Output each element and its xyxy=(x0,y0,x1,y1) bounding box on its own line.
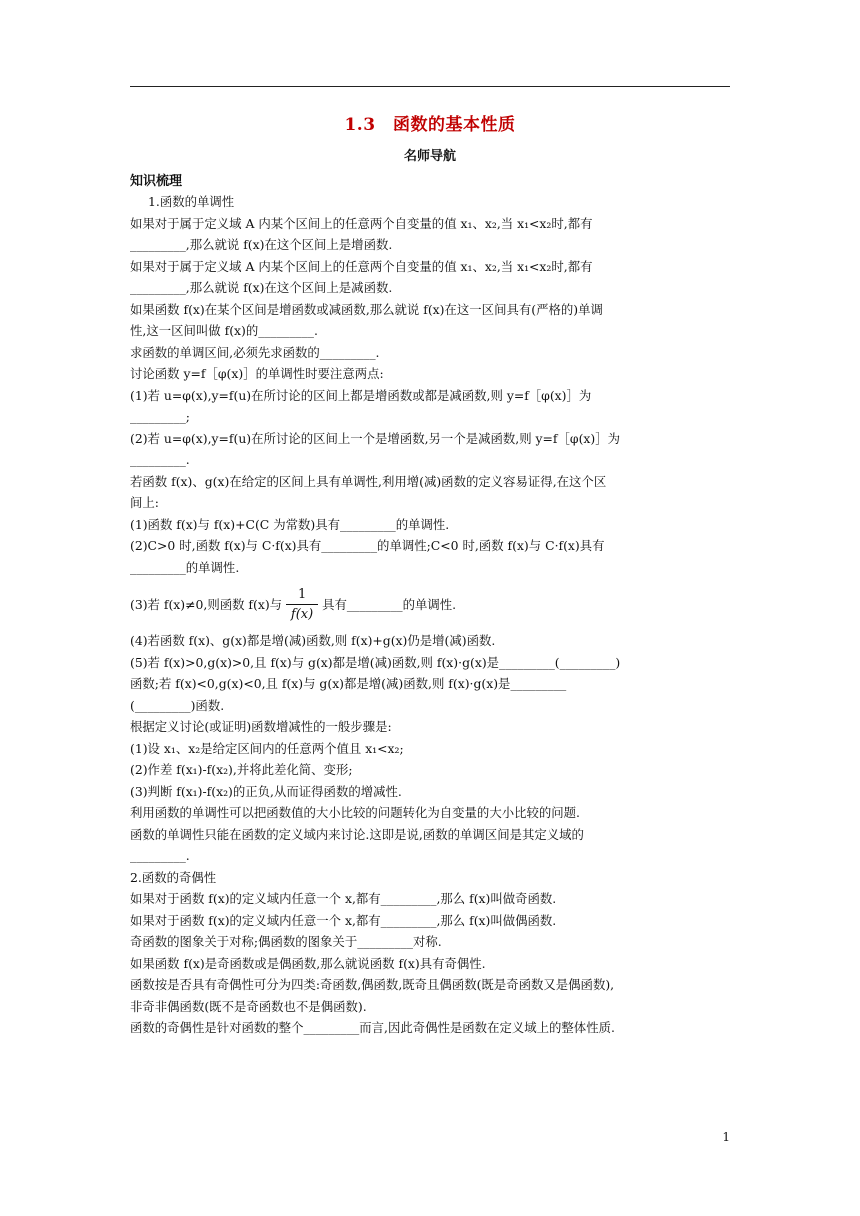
fraction-line-after: 具有_________的单调性. xyxy=(322,597,457,612)
text-line: 求函数的单调区间,必须先求函数的_________. xyxy=(130,344,380,360)
page-number: 1 xyxy=(722,1130,730,1144)
header-rule xyxy=(130,86,730,87)
heading-monotonicity: 1.函数的单调性 xyxy=(148,194,235,209)
monotonicity-block-a xyxy=(130,213,730,579)
text-line: (_________)函数. xyxy=(130,697,225,713)
text-line: (2)若 u=φ(x),y=f(u)在所讨论的区间上一个是增函数,另一个是减函数,则 y=f［φ(x)］为 xyxy=(130,430,621,446)
text-line: 函数按是否具有奇偶性可分为四类:奇函数,偶函数,既奇且偶函数(既是奇函数又是偶函数), xyxy=(130,977,615,992)
text-line: (3)判断 f(x₁)-f(x₂)的正负,从而证得函数的增减性. xyxy=(130,783,402,799)
text-line: 如果对于函数 f(x)的定义域内任意一个 x,都有_________,那么 f(x)叫做偶函数. xyxy=(130,912,557,928)
text-line: 函数的奇偶性是针对函数的整个_________而言,因此奇偶性是函数在定义域上的整体性质. xyxy=(130,1020,615,1035)
text-line: 如果对于函数 f(x)的定义域内任意一个 x,都有_________,那么 f(x)叫做奇函数. xyxy=(130,891,557,906)
text-line: 函数的单调性只能在函数的定义域内来讨论.这即是说,函数的单调区间是其定义域的 xyxy=(130,826,584,842)
fraction-denominator: f(x) xyxy=(290,606,314,622)
text-line: 如果对于属于定义域 A 内某个区间上的任意两个自变量的值 x₁、x₂,当 x₁<x₂时,都有 xyxy=(130,215,593,231)
text-line: 如果函数 f(x)在某个区间是增函数或减函数,那么就说 f(x)在这一区间具有(严格的)单调 xyxy=(130,301,603,317)
text-line: _________; xyxy=(130,409,190,424)
heading-parity: 2.函数的奇偶性 xyxy=(130,869,217,885)
text-line: 若函数 f(x)、g(x)在给定的区间上具有单调性,利用增(减)函数的定义容易证得,在这个区 xyxy=(130,473,607,489)
page-subtitle: 名师导航 xyxy=(403,149,456,164)
text-line: (2)C>0 时,函数 f(x)与 C·f(x)具有_________的单调性;C<0 时,函数 f(x)与 C·f(x)具有 xyxy=(130,538,605,553)
fraction xyxy=(286,587,318,622)
fraction-line-before: (3)若 f(x)≠0,则函数 f(x)与 xyxy=(130,597,283,612)
text-line: (2)作差 f(x₁)-f(x₂),并将此差化简、变形; xyxy=(130,762,353,777)
text-line: (1)设 x₁、x₂是给定区间内的任意两个值且 x₁<x₂; xyxy=(130,740,404,756)
text-line: _________的单调性. xyxy=(130,559,240,575)
text-line: 如果函数 f(x)是奇函数或是偶函数,那么就说函数 f(x)具有奇偶性. xyxy=(130,955,486,971)
section-heading: 知识梳理 xyxy=(130,174,183,189)
document-body xyxy=(130,110,730,1039)
text-line: (4)若函数 f(x)、g(x)都是增(减)函数,则 f(x)+g(x)仍是增(减)函数. xyxy=(130,633,496,648)
text-line: 根据定义讨论(或证明)函数增减性的一般步骤是: xyxy=(130,719,392,734)
text-line: _________,那么就说 f(x)在这个区间上是增函数. xyxy=(130,237,393,252)
text-line: 讨论函数 y=f［φ(x)］的单调性时要注意两点: xyxy=(130,366,384,381)
text-line: 非奇非偶函数(既不是奇函数也不是偶函数). xyxy=(130,998,367,1014)
text-line: 奇函数的图象关于对称;偶函数的图象关于_________对称. xyxy=(130,934,442,949)
text-line: (1)函数 f(x)与 f(x)+C(C 为常数)具有_________的单调性. xyxy=(130,516,450,532)
text-line: (5)若 f(x)>0,g(x)>0,且 f(x)与 g(x)都是增(减)函数,则 f(x)·g(x)是_________(_________) xyxy=(130,654,621,670)
text-line: 性,这一区间叫做 f(x)的_________. xyxy=(130,323,318,338)
page-title: 1.3 函数的基本性质 xyxy=(344,115,516,135)
text-line: 利用函数的单调性可以把函数值的大小比较的问题转化为自变量的大小比较的问题. xyxy=(130,805,581,820)
text-line: 函数;若 f(x)<0,g(x)<0,且 f(x)与 g(x)都是增(减)函数,则 f(x)·g(x)是_________ xyxy=(130,676,567,691)
fraction-bar xyxy=(286,604,318,605)
text-line: _________. xyxy=(130,452,190,467)
text-line: _________,那么就说 f(x)在这个区间上是减函数. xyxy=(130,280,393,295)
text-line: 间上: xyxy=(130,495,159,510)
text-line: 如果对于属于定义域 A 内某个区间上的任意两个自变量的值 x₁、x₂,当 x₁<x₂时,都有 xyxy=(130,258,593,274)
fraction-line xyxy=(130,578,730,630)
monotonicity-block-b xyxy=(130,630,730,867)
parity-block xyxy=(130,888,730,1039)
text-line: _________. xyxy=(130,848,190,863)
fraction-numerator: 1 xyxy=(297,586,307,602)
text-line: (1)若 u=φ(x),y=f(u)在所讨论的区间上都是增函数或都是减函数,则 y=f［φ(x)］为 xyxy=(130,387,592,403)
